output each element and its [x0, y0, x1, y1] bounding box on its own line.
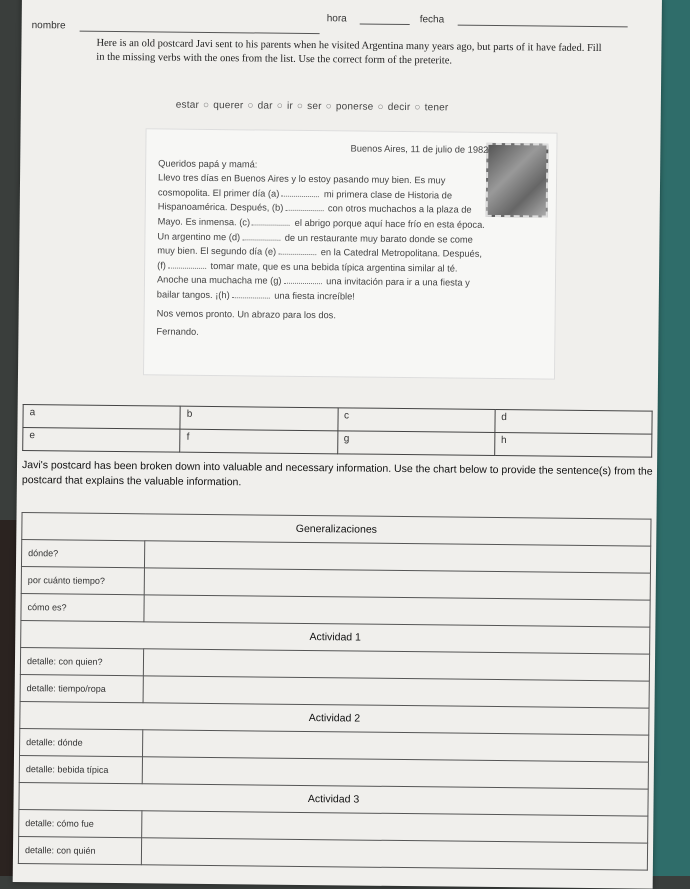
bullet-icon: ○ — [325, 101, 332, 113]
section-generalizaciones: Generalizaciones — [22, 513, 651, 547]
bullet-icon: ○ — [296, 100, 304, 112]
bullet-icon: ○ — [276, 100, 284, 112]
answer-cell-f[interactable]: f — [180, 429, 337, 454]
blank-d[interactable] — [242, 239, 280, 240]
answer-cell-h[interactable]: h — [494, 432, 651, 457]
section-actividad-2: Actividad 2 — [20, 702, 649, 736]
verb-item: decir — [387, 101, 411, 114]
body-segment: en la Catedral Metropolitana. Después, (f) — [157, 247, 483, 271]
name-line[interactable] — [80, 31, 320, 35]
postcard-body — [157, 171, 488, 306]
row-label-a1-tiempo: detalle: tiempo/ropa — [20, 675, 143, 703]
blank-b[interactable] — [285, 210, 323, 211]
body-segment: con otros muchachos a la plaza de Mayo. Es inmensa. (c) — [157, 203, 472, 228]
row-label-a1-quien: detalle: con quien? — [20, 648, 143, 676]
body-segment: una invitación para ir a una fiesta y bailar tangos. ¡(h) — [156, 276, 470, 301]
row-label-a2-donde: detalle: dónde — [20, 729, 143, 757]
bullet-icon: ○ — [202, 99, 210, 111]
bullet-icon: ○ — [414, 102, 421, 114]
hour-label: hora — [326, 13, 347, 25]
bullet-icon: ○ — [377, 101, 384, 113]
instructions: Here is an old postcard Javi sent to his parents when he visited Argentina many years ago, but parts of it have faded. Fill in the missing verbs with the ones from the list. Use the correct form of the preterite. — [96, 37, 602, 67]
answer-grid — [22, 404, 652, 458]
verb-item: ponerse — [335, 101, 374, 113]
verb-item: ir — [286, 100, 293, 112]
answer-cell-b[interactable]: b — [180, 406, 337, 431]
verb-item: estar — [175, 99, 200, 111]
row-label-como: cómo es? — [21, 594, 144, 622]
answer-cell-a[interactable]: a — [23, 405, 180, 430]
chart-instructions: Javi's postcard has been broken down into valuable and necessary information. Use the chart below to provide the sentence(s) from the postcard that explains the valuable information. — [21, 459, 653, 489]
verb-list — [176, 100, 536, 115]
hour-line[interactable] — [360, 24, 410, 26]
blank-f[interactable] — [168, 267, 206, 268]
row-label-a3-quien: detalle: con quién — [18, 837, 141, 865]
body-segment: de un restaurante muy barato donde se come muy bien. El segundo día (e) — [157, 232, 473, 257]
verb-item: tener — [424, 102, 449, 114]
verb-item: dar — [257, 100, 273, 112]
blank-h[interactable] — [232, 297, 270, 298]
postcard-date: Buenos Aires, 11 de julio de 1982 — [350, 143, 489, 155]
postcard-text — [156, 139, 488, 342]
worksheet-page — [13, 0, 662, 889]
body-segment: tomar mate, que es una bebida típica argentina similar al té. Anoche una muchacha me (g) — [156, 260, 458, 287]
postcard-signature: Fernando. — [156, 326, 199, 337]
row-label-donde: dónde? — [21, 540, 144, 568]
section-actividad-1: Actividad 1 — [21, 621, 650, 655]
answer-cell-d[interactable]: d — [495, 409, 652, 434]
blank-c[interactable] — [252, 224, 290, 225]
postcard-greeting: Queridos papá y mamá: — [158, 158, 258, 170]
date-label: fecha — [419, 14, 445, 26]
row-label-a3-como: detalle: cómo fue — [19, 810, 142, 838]
row-label-a2-bebida: detalle: bebida típica — [19, 756, 142, 784]
body-segment: el abrigo porque aquí hace frío en esta época. Un argentino me (d) — [157, 217, 485, 242]
section-actividad-3: Actividad 3 — [19, 783, 648, 817]
body-segment: mi primera clase de Historia de Hispanoamérica. Después, (b) — [157, 188, 453, 214]
answer-cell-c[interactable]: c — [337, 408, 494, 433]
info-chart — [18, 512, 652, 871]
date-line[interactable] — [458, 25, 628, 28]
stamp-image — [486, 143, 549, 218]
verb-item: ser — [307, 100, 322, 113]
verb-item: querer — [213, 100, 244, 112]
body-segment: una fiesta increíble! — [274, 290, 355, 302]
blank-g[interactable] — [284, 283, 322, 284]
blank-e[interactable] — [278, 254, 316, 255]
row-label-tiempo: por cuánto tiempo? — [21, 567, 144, 595]
bullet-icon: ○ — [247, 100, 254, 112]
postcard-closing: Nos vemos pronto. Un abrazo para los dos. — [156, 307, 337, 320]
answer-cell-e[interactable]: e — [23, 428, 180, 453]
answer-cell-g[interactable]: g — [337, 431, 494, 456]
body-segment: Llevo tres días en Buenos Aires y lo estoy pasando muy bien. Es muy cosmopolita. El primer día (a) — [157, 172, 446, 199]
name-label: nombre — [31, 20, 66, 32]
row-answer[interactable] — [141, 838, 647, 870]
blank-a[interactable] — [281, 196, 319, 197]
postcard — [143, 128, 558, 379]
